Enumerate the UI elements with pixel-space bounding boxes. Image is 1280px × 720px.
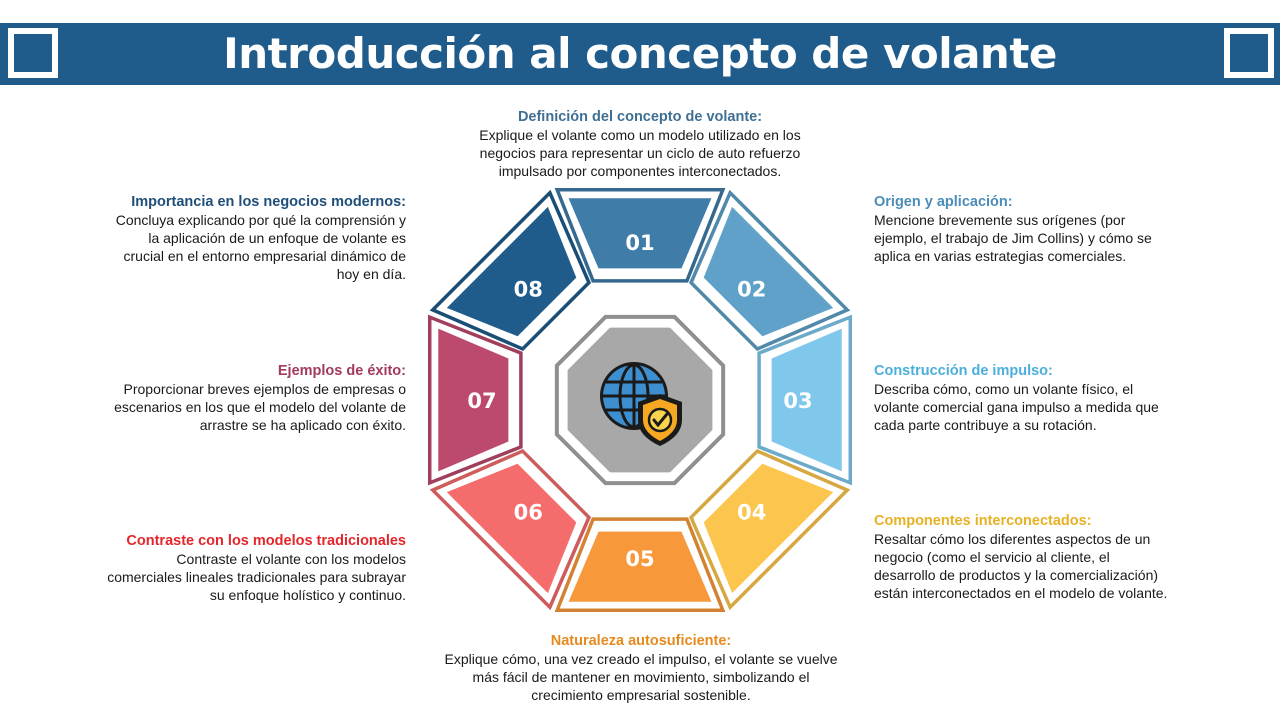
line: Proporcionar breves ejemplos de empresas o [123, 381, 406, 397]
heading-04: Componentes interconectados: [874, 513, 1092, 529]
line: Describa cómo, como un volante físico, el [874, 381, 1134, 397]
heading-01: Definición del concepto de volante: [517, 109, 763, 125]
line: volante comercial gana impulso a medida que [874, 399, 1159, 415]
line: más fácil de mantener en movimiento, simbolizando el [472, 669, 810, 685]
text-block-03 [874, 362, 1254, 434]
line: aplica en varias estrategias comerciales. [874, 248, 1127, 264]
line: Contraste el volante con los modelos [176, 551, 406, 567]
line: Resaltar cómo los diferentes aspectos de un [874, 531, 1151, 547]
text-block-02 [874, 193, 1254, 265]
text-block-06 [30, 532, 406, 604]
heading-02: Origen y aplicación: [874, 194, 1013, 210]
heading-07: Ejemplos de éxito: [277, 363, 406, 379]
segment-number-06: 06 [513, 500, 543, 525]
line: desarrollo de productos y la comercialización) [874, 567, 1159, 583]
segment-number-01: 01 [625, 231, 655, 255]
line: ejemplo, el trabajo de Jim Collins) y cómo se [874, 230, 1152, 246]
line: arrastre se ha aplicado con éxito. [199, 417, 406, 433]
text-block-04 [874, 512, 1264, 602]
line: comerciales lineales tradicionales para subrayar [107, 569, 406, 585]
line: negocio (como el servicio al cliente, el [874, 549, 1110, 565]
segment-number-08: 08 [513, 277, 543, 302]
line: Explique el volante como un modelo utilizado en los [479, 127, 801, 143]
line: crecimiento empresarial sostenible. [531, 687, 751, 703]
line: impulsado por componentes interconectados. [498, 163, 782, 179]
text-block-01 [430, 108, 850, 180]
line: Mencione brevemente sus orígenes (por [874, 212, 1126, 228]
line: escenarios en los que el modelo del volante de [114, 399, 406, 415]
line: crucial en el entorno empresarial dinámico de [123, 248, 406, 264]
text-block-08 [30, 193, 406, 283]
page-title: Introducción al concepto de volante [223, 29, 1057, 78]
segment-number-07: 07 [467, 389, 497, 413]
line: cada parte contribuye a su rotación. [874, 417, 1097, 433]
text-block-05 [410, 632, 872, 704]
heading-08: Importancia en los negocios modernos: [131, 194, 406, 210]
line: Concluya explicando por qué la comprensión y [115, 212, 406, 228]
line: hoy en día. [336, 266, 406, 282]
line: la aplicación de un enfoque de volante es [148, 230, 406, 246]
segment-number-03: 03 [783, 389, 813, 413]
segment-number-02: 02 [737, 277, 767, 302]
segment-number-04: 04 [737, 500, 767, 525]
line: su enfoque holístico y continuo. [209, 587, 406, 603]
text-block-07 [30, 362, 406, 434]
line: Explique cómo, una vez creado el impulso, el volante se vuelve [444, 651, 838, 667]
line: están interconectados en el modelo de volante. [874, 585, 1168, 601]
line: negocios para representar un ciclo de auto refuerzo [479, 145, 801, 161]
heading-03: Construcción de impulso: [874, 363, 1053, 379]
segment-number-05: 05 [625, 547, 655, 571]
heading-05: Naturaleza autosuficiente: [550, 633, 732, 649]
heading-06: Contraste con los modelos tradicionales [126, 533, 406, 549]
